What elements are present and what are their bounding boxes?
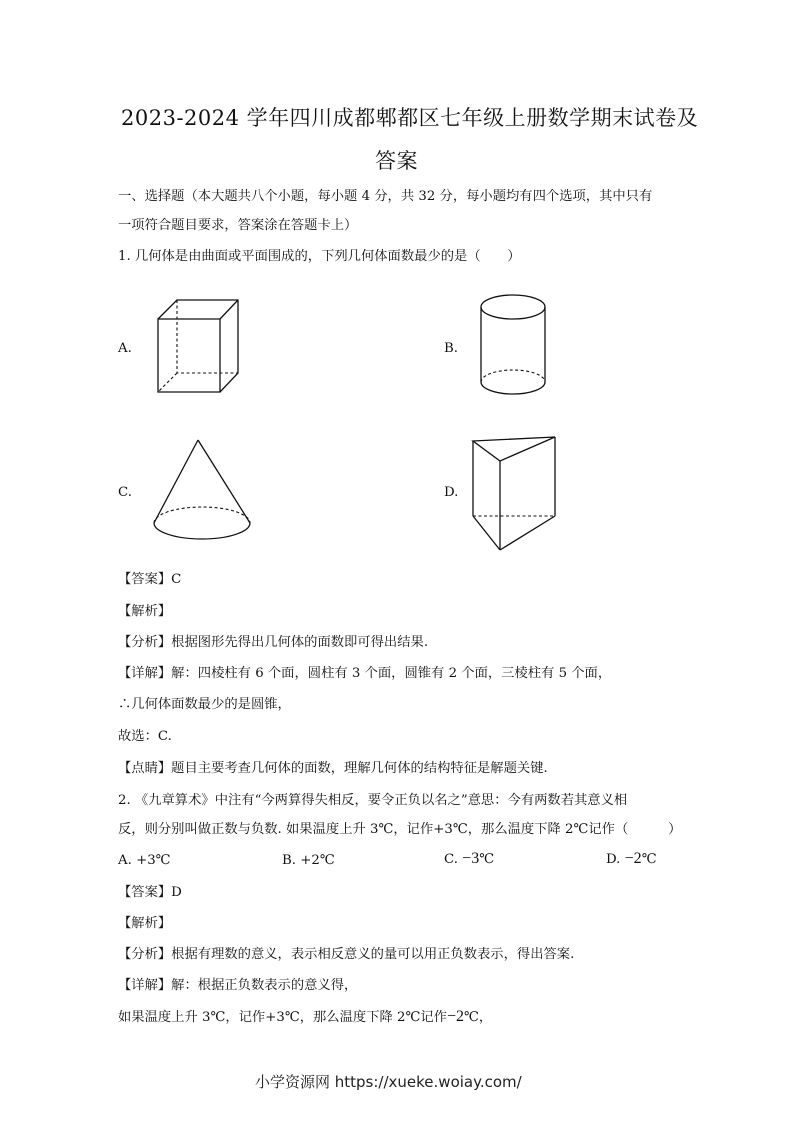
q1-option-c-label: C. — [118, 485, 132, 500]
q2-option-c-unit: ℃ — [479, 852, 495, 867]
q2-stem-line1: 2. 《九章算术》中注有“今两算得失相反，要令正负以名之”意思：今有两数若其意义相 — [118, 793, 628, 808]
q1-option-a-label: A. — [118, 341, 132, 356]
q2-last-line — [118, 1008, 492, 1027]
cylinder-icon — [474, 290, 554, 400]
q2-option-c-label: C. — [444, 852, 458, 867]
footer-watermark: 小学资源网 https://xueke.woiay.com/ — [255, 1073, 522, 1091]
q2-option-a-text: +3℃ — [136, 853, 171, 868]
triangular-prism-icon — [470, 434, 565, 554]
doc-title-line1: 2023-2024 学年四川成都郫都区七年级上册数学期末试卷及 — [121, 106, 699, 130]
q1-guxuan: 故选：C. — [118, 729, 172, 744]
q2-option-a — [118, 852, 171, 870]
q1-option-d-label: D. — [444, 485, 459, 500]
doc-title-line2: 答案 — [375, 149, 418, 173]
q1-stem: 1. 几何体是由曲面或平面围成的，下列几何体面数最少的是（ ） — [118, 249, 521, 264]
q1-conclusion: ∴几何体面数最少的是圆锥， — [118, 697, 291, 712]
q2-option-d — [606, 850, 657, 869]
q1-option-b-label: B. — [444, 341, 458, 356]
q2-option-d-label: D. — [606, 852, 621, 867]
q2-option-c — [444, 850, 494, 869]
q2-option-b-text: +2℃ — [300, 853, 335, 868]
q2-stem-line2: 反，则分别叫做正数与负数. 如果温度上升 3℃，记作+3℃，那么温度下降 2℃记作（ ） — [118, 822, 682, 837]
section-heading-line1: 一、选择题（本大题共八个小题，每小题 4 分，共 32 分，每小题均有四个选项，其中只有 — [118, 189, 653, 204]
q1-fenxi: 【分析】根据图形先得出几何体的面数即可得出结果. — [118, 635, 429, 650]
q2-xiangjie: 【详解】解：根据正负数表示的意义得， — [118, 978, 358, 993]
q2-last-suffix: ℃， — [463, 1010, 493, 1025]
q2-option-b-label: B. — [282, 853, 296, 868]
q1-jiexi: 【解析】 — [118, 604, 172, 619]
q2-option-c-math: −3 — [462, 850, 480, 867]
q2-option-a-label: A. — [118, 853, 132, 868]
q2-answer: 【答案】D — [118, 885, 182, 900]
q2-option-d-math: −2 — [624, 850, 642, 867]
q1-dianjing: 【点睛】题目主要考查几何体的面数，理解几何体的结构特征是解题关键. — [118, 761, 548, 776]
q2-fenxi: 【分析】根据有理数的意义，表示相反意义的量可以用正负数表示，得出答案. — [118, 947, 575, 962]
q2-option-b — [282, 852, 335, 870]
cube-icon — [150, 297, 245, 397]
q2-option-d-unit: ℃ — [641, 852, 657, 867]
q2-last-prefix: 如果温度上升 3℃，记作+3℃，那么温度下降 2℃记作 — [118, 1010, 447, 1025]
q2-last-math: −2 — [446, 1008, 464, 1025]
section-heading-line2: 一项符合题目要求，答案涂在答题卡上） — [118, 218, 358, 233]
q1-xiangjie: 【详解】解：四棱柱有 6 个面，圆柱有 3 个面，圆锥有 2 个面，三棱柱有 5 个面， — [118, 666, 612, 681]
q2-jiexi: 【解析】 — [118, 916, 172, 931]
q1-answer: 【答案】C — [118, 572, 182, 587]
cone-icon — [150, 437, 260, 547]
